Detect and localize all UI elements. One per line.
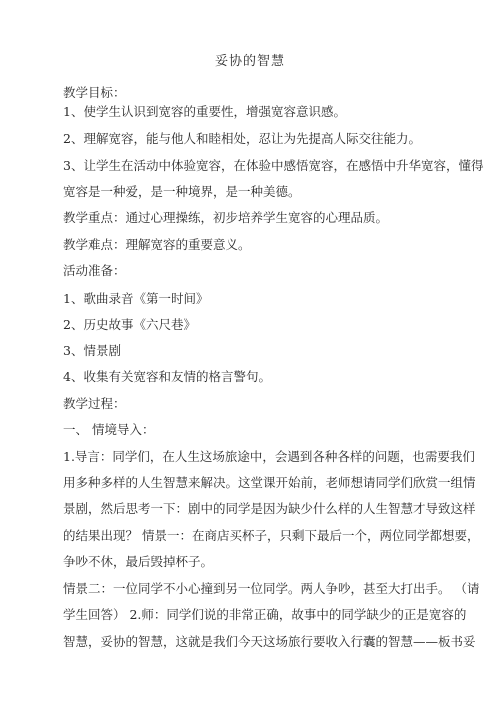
- text-line: 宽容是一种爱，是一种境界，是一种美德。: [63, 184, 301, 199]
- text-line: 4、收集有关宽容和友情的格言警句。: [63, 369, 271, 384]
- text-line: 2、历史故事《六尺巷》: [63, 317, 196, 332]
- text-line: 教学难点：理解宽容的重要意义。: [63, 237, 251, 252]
- text-line: 3、让学生在活动中体验宽容，在体验中感悟宽容，在感悟中升华宽容，懂得: [63, 158, 484, 173]
- text-line: 智慧，妥协的智慧，这就是我们今天这场旅行要收入行囊的智慧——板书妥: [63, 634, 476, 649]
- section-heading: 一、 情境导入：: [63, 422, 155, 437]
- text-line: 1.导言：同学们，在人生这场旅途中，会遇到各种各样的问题，也需要我们: [63, 449, 475, 464]
- text-line: 1、使学生认识到宽容的重要性，增强宽容意识感。: [63, 104, 346, 119]
- text-line: 争吵不休，最后毁掉杯子。: [63, 554, 214, 569]
- text-line: 学生回答） 2.师：同学们说的非常正确，故事中的同学缺少的正是宽容的: [63, 607, 467, 622]
- text-line: 活动准备：: [63, 263, 126, 278]
- text-line: 3、情景剧: [63, 343, 121, 358]
- text-line: 的结果出现？ 情景一：在商店买杯子，只剩下最后一个，两位同学都想要，: [63, 528, 480, 543]
- text-line: 情景二：一位同学不小心撞到另一位同学。两人争吵，甚至大打出手。 （请: [63, 581, 480, 596]
- text-line: 教学目标：: [63, 85, 126, 100]
- text-line: 教学重点：通过心理操练，初步培养学生宽容的心理品质。: [63, 210, 389, 225]
- text-line: 教学过程：: [63, 396, 126, 411]
- document-title: 妥协的智慧: [214, 54, 285, 69]
- text-line: 用多种多样的人生智慧来解决。这堂课开始前，老师想请同学们欣赏一组情: [63, 475, 476, 490]
- text-line: 景剧，然后思考一下：剧中的同学是因为缺少什么样的人生智慧才导致这样: [63, 501, 476, 516]
- text-line: 2、理解宽容，能与他人和睦相处，忍让为先提高人际交往能力。: [63, 131, 421, 146]
- text-line: 1、歌曲录音《第一时间》: [63, 291, 209, 306]
